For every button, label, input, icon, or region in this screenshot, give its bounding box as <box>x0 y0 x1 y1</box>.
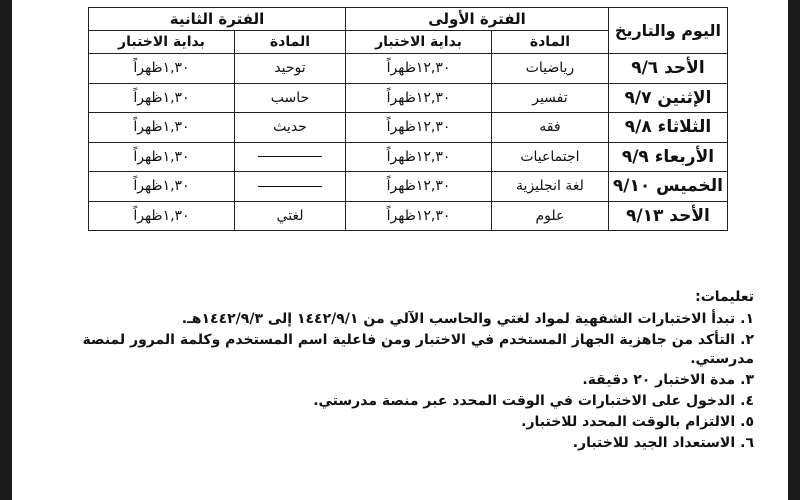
subject1-cell: لغة انجليزية <box>491 172 608 202</box>
instructions-list <box>34 310 754 453</box>
day-cell: الخميس ٩/١٠ <box>608 172 727 202</box>
period2-subject-header: المادة <box>234 31 345 54</box>
time1-cell: ١٢,٣٠ظهراً <box>346 54 492 84</box>
period2-start-header: بداية الاختبار <box>89 31 235 54</box>
item-text: مدة الاختبار ٢٠ دقيقة. <box>582 372 736 388</box>
item-number: ٣. <box>740 372 754 388</box>
subject2-empty-cell <box>234 142 345 172</box>
instructions-title: تعليمات: <box>695 289 754 305</box>
subject1-cell: تفسير <box>491 83 608 113</box>
time2-cell: ١,٣٠ظهراً <box>89 113 235 143</box>
time1-cell: ١٢,٣٠ظهراً <box>346 201 492 231</box>
item-number: ٦. <box>740 435 754 451</box>
item-number: ٤. <box>740 393 754 409</box>
document-page <box>12 0 788 500</box>
day-cell: الأربعاء ٩/٩ <box>608 142 727 172</box>
time2-cell: ١,٣٠ظهراً <box>89 54 235 84</box>
table-row <box>89 201 728 231</box>
instructions-section <box>34 288 754 455</box>
list-item <box>34 434 754 453</box>
subject1-cell: اجتماعيات <box>491 142 608 172</box>
subject2-cell: حديث <box>234 113 345 143</box>
table-header-row <box>89 8 728 31</box>
subject1-cell: علوم <box>491 201 608 231</box>
period1-header: الفترة الأولى <box>346 8 609 31</box>
exam-schedule-table <box>88 7 728 231</box>
time2-cell: ١,٣٠ظهراً <box>89 172 235 202</box>
time1-cell: ١٢,٣٠ظهراً <box>346 83 492 113</box>
period1-subject-header: المادة <box>491 31 608 54</box>
item-text: التأكد من جاهزية الجهاز المستخدم في الاختبار ومن فاعلية اسم المستخدم وكلمة المرور لمنصة مدرستي. <box>82 332 754 367</box>
list-item <box>34 331 754 369</box>
time2-cell: ١,٣٠ظهراً <box>89 142 235 172</box>
item-number: ٢. <box>740 332 754 348</box>
table-row <box>89 54 728 84</box>
subject2-cell: لغتي <box>234 201 345 231</box>
day-cell: الإثنين ٩/٧ <box>608 83 727 113</box>
period1-start-header: بداية الاختبار <box>346 31 492 54</box>
time1-cell: ١٢,٣٠ظهراً <box>346 113 492 143</box>
subject2-cell: توحيد <box>234 54 345 84</box>
time1-cell: ١٢,٣٠ظهراً <box>346 172 492 202</box>
table-row <box>89 83 728 113</box>
item-text: تبدأ الاختبارات الشفهية لمواد لغتي والحاسب الآلي من ١٤٤٢/٩/١ إلى ١٤٤٢/٩/٣هـ. <box>181 311 736 327</box>
table-row <box>89 142 728 172</box>
item-number: ١. <box>740 311 754 327</box>
time2-cell: ١,٣٠ظهراً <box>89 201 235 231</box>
subject2-empty-cell <box>234 172 345 202</box>
empty-dash <box>258 186 322 187</box>
list-item <box>34 413 754 432</box>
day-cell: الأحد ٩/١٣ <box>608 201 727 231</box>
list-item <box>34 371 754 390</box>
item-number: ٥. <box>740 414 754 430</box>
item-text: الاستعداد الجيد للاختبار. <box>572 435 736 451</box>
day-cell: الأحد ٩/٦ <box>608 54 727 84</box>
subject2-cell: حاسب <box>234 83 345 113</box>
day-date-header: اليوم والتاريخ <box>608 8 727 54</box>
empty-dash <box>258 156 322 157</box>
list-item <box>34 392 754 411</box>
item-text: الدخول على الاختبارات في الوقت المحدد عبر منصة مدرستي. <box>313 393 736 409</box>
table-row <box>89 113 728 143</box>
subject1-cell: فقه <box>491 113 608 143</box>
subject1-cell: رياضيات <box>491 54 608 84</box>
list-item <box>34 310 754 329</box>
day-cell: الثلاثاء ٩/٨ <box>608 113 727 143</box>
time2-cell: ١,٣٠ظهراً <box>89 83 235 113</box>
time1-cell: ١٢,٣٠ظهراً <box>346 142 492 172</box>
table-row <box>89 172 728 202</box>
period2-header: الفترة الثانية <box>89 8 346 31</box>
item-text: الالتزام بالوقت المحدد للاختبار. <box>521 414 736 430</box>
